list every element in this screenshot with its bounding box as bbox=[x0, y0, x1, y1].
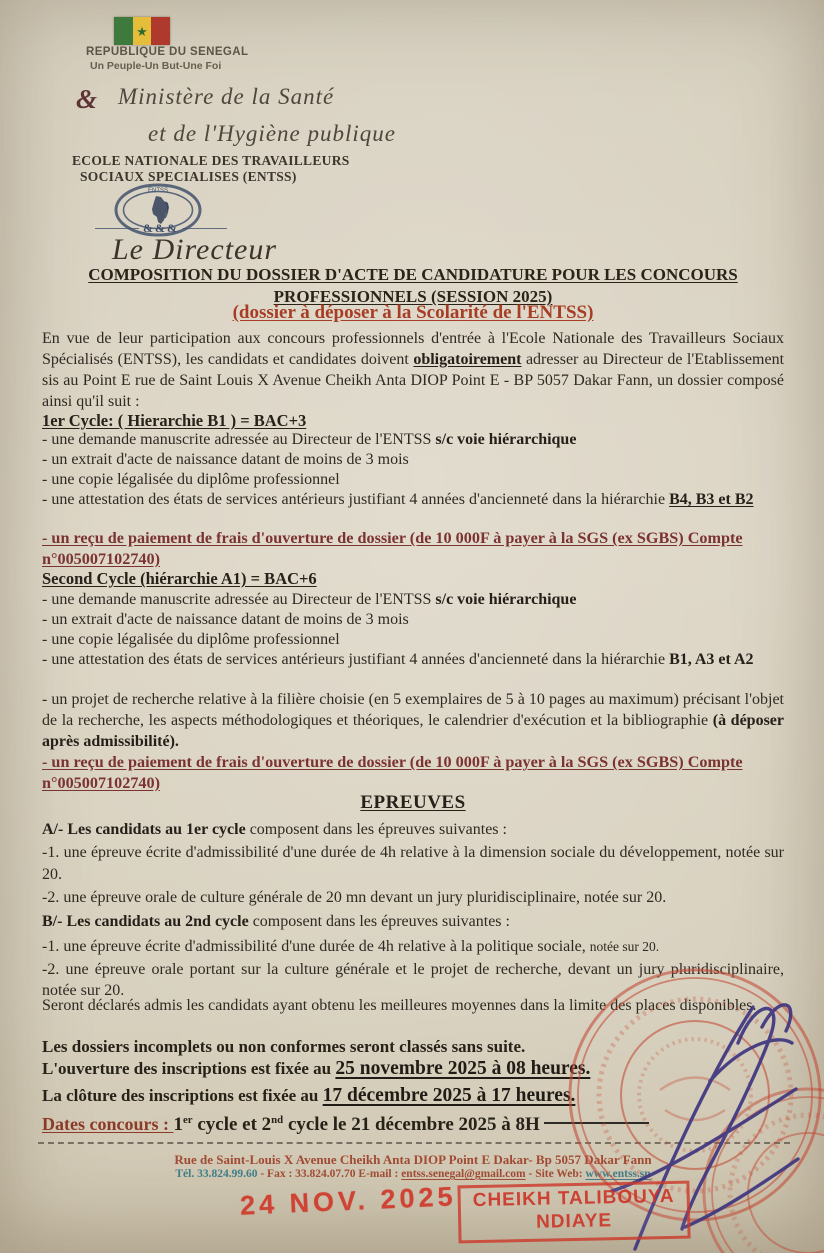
cycle1-item2: - un extrait d'acte de naissance datant de moins de 3 mois bbox=[42, 451, 409, 468]
closing-paragraph: Seront déclarés admis les candidats ayant obtenu les meilleures moyennes dans la limite des places disponibles. bbox=[42, 997, 757, 1014]
africa-silhouette-icon bbox=[152, 196, 169, 224]
document-subtitle: (dossier à déposer à la Scolarité de l'ENTSS) bbox=[232, 302, 594, 323]
logo-amp-text: &&& bbox=[143, 221, 179, 235]
footer-contacts: Tél. 33.824.99.60 - Fax : 33.824.07.70 E-mail : entss.senegal@gmail.com - Site Web: www.entss.sn bbox=[175, 1168, 651, 1180]
cycle1-item3: - une copie légalisée du diplôme professionnel bbox=[42, 471, 340, 488]
school-name-line2: SOCIAUX SPECIALISES (ENTSS) bbox=[80, 169, 297, 184]
footer-website[interactable]: www.entss.sn bbox=[585, 1168, 651, 1180]
ministry-line1: Ministère de la Santé bbox=[118, 84, 335, 109]
republic-title: REPUBLIQUE DU SENEGAL bbox=[86, 46, 249, 58]
notice-closing: La clôture des inscriptions est fixée au 17 décembre 2025 à 17 heures. bbox=[42, 1085, 576, 1106]
cycle2-item4: - une attestation des états de services antérieurs justifiant 4 années d'ancienneté dans la hiérarchie B1, A3 et A2 bbox=[42, 651, 754, 668]
notice-exam-dates: Dates concours : 1er cycle et 2nd cycle le 21 décembre 2025 à 8H bbox=[42, 1110, 784, 1135]
cycle1-receipt: - un reçu de paiement de frais d'ouverture de dossier (de 10 000F à payer à la SGS (ex SGBS) Compte n°005007102740) bbox=[42, 529, 743, 568]
cycle2-item1: - une demande manuscrite adressée au Directeur de l'ENTSS s/c voie hiérarchique bbox=[42, 591, 577, 608]
cycle1-heading: 1er Cycle: ( Hierarchie B1 ) = BAC+3 bbox=[42, 411, 307, 430]
cycle1-item1: - une demande manuscrite adressée au Directeur de l'ENTSS s/c voie hiérarchique bbox=[42, 431, 577, 448]
cycle2-item5-project: - un projet de recherche relative à la filière choisie (en 5 exemplaires de 5 à 10 pages au maximum) précisant l'objet de la recherche, les aspects méthodologiques et théoriques, le calendrier d'exécution et la bibliographie (à déposer après admissibilité). bbox=[42, 691, 785, 750]
flag-green-band bbox=[114, 17, 133, 45]
title-line1: COMPOSITION DU DOSSIER D'ACTE DE CANDIDATURE POUR LES CONCOURS bbox=[88, 265, 738, 284]
epreuves-a2: -2. une épreuve orale de culture générale de 20 mn devant un jury pluridisciplinaire, notée sur 20. bbox=[42, 889, 667, 906]
flag-yellow-band bbox=[133, 17, 152, 45]
footer-address: Rue de Saint-Louis X Avenue Cheikh Anta DIOP Point E Dakar- Bp 5057 Dakar Fann bbox=[174, 1152, 652, 1167]
cycle2-item2: - un extrait d'acte de naissance datant de moins de 3 mois bbox=[42, 611, 409, 628]
epreuves-a-label: A/- Les candidats au 1er cycle composent dans les épreuves suivantes : bbox=[42, 821, 507, 838]
stamp-name-line1: CHEIKH TALIBOUYA bbox=[472, 1185, 675, 1212]
name-ink-stamp bbox=[457, 1181, 690, 1244]
stamp-name-line2: NDIAYE bbox=[535, 1210, 613, 1233]
date-ink-stamp: 24 NOV. 2025 bbox=[239, 1181, 458, 1221]
flag-red-band bbox=[151, 17, 170, 45]
right-dash-line bbox=[183, 228, 227, 229]
footer-phone: Tél. 33.824.99.60 bbox=[175, 1168, 258, 1180]
national-motto: Un Peuple-Un But-Une Foi bbox=[90, 60, 222, 72]
notice-incomplete: Les dossiers incomplets ou non conformes seront classés sans suite. bbox=[42, 1037, 526, 1056]
epreuves-heading: EPREUVES bbox=[360, 792, 466, 813]
epreuves-b2: -2. une épreuve orale portant sur la culture générale et le projet de recherche, devant un jury pluridisciplinaire, notée sur 20. bbox=[42, 961, 784, 999]
intro-bold-obligatoirement: obligatoirement bbox=[413, 351, 522, 368]
cycle2-heading: Second Cycle (hiérarchie A1) = BAC+6 bbox=[42, 569, 317, 588]
notice-opening: L'ouverture des inscriptions est fixée au 25 novembre 2025 à 08 heures. bbox=[42, 1058, 591, 1079]
title-line2: PROFESSIONNELS (SESSION 2025) bbox=[273, 287, 553, 306]
epreuves-b1: -1. une épreuve écrite d'admissibilité d'une durée de 4h relative à la politique sociale, notée sur 20. bbox=[42, 938, 660, 955]
cycle2-receipt: - un reçu de paiement de frais d'ouverture de dossier (de 10 000F à payer à la SGS (ex SGBS) Compte n°005007102740) bbox=[42, 753, 743, 792]
school-name-line1: ECOLE NATIONALE DES TRAVAILLEURS bbox=[72, 153, 350, 168]
footer-email[interactable]: entss.senegal@gmail.com bbox=[401, 1168, 526, 1180]
ministry-line2: et de l'Hygiène publique bbox=[148, 121, 396, 146]
intro-paragraph bbox=[42, 328, 784, 412]
intro-text-1: En vue de leur participation aux concours professionnels d'entrée à l'Ecole Nationale des Travailleurs Sociaux Spécialisés (ENTSS), les candidats et candidates doivent bbox=[42, 330, 784, 368]
senegal-flag-icon bbox=[114, 17, 170, 45]
cycle1-item4: - une attestation des états de services antérieurs justifiant 4 années d'ancienneté dans la hiérarchie B4, B3 et B2 bbox=[42, 491, 754, 508]
intro-text-2: adresser au Directeur de l'Etablissement sis au Point E rue de Saint Louis X Avenue Cheikh Anta DIOP Point E - BP 5057 Dakar Fann, un dossier composé ainsi qu'il suit : bbox=[42, 351, 785, 410]
ministry-ornament-icon: & bbox=[76, 84, 98, 114]
epreuves-a1: -1. une épreuve écrite d'admissibilité d'une durée de 4h relative à la dimension sociale du développement, notée sur 20. bbox=[42, 844, 784, 883]
cycle2-item3: - une copie légalisée du diplôme professionnel bbox=[42, 631, 340, 648]
logo-entss-text: ENTSS bbox=[147, 188, 169, 194]
flag-star-icon: ★ bbox=[136, 23, 148, 39]
director-script-title: Le Directeur bbox=[112, 233, 278, 266]
dashed-separator bbox=[38, 1142, 790, 1144]
pen-line bbox=[544, 1122, 649, 1124]
left-dash-line bbox=[95, 228, 139, 229]
epreuves-b-label: B/- Les candidats au 2nd cycle composent dans les épreuves suivantes : bbox=[42, 913, 510, 930]
